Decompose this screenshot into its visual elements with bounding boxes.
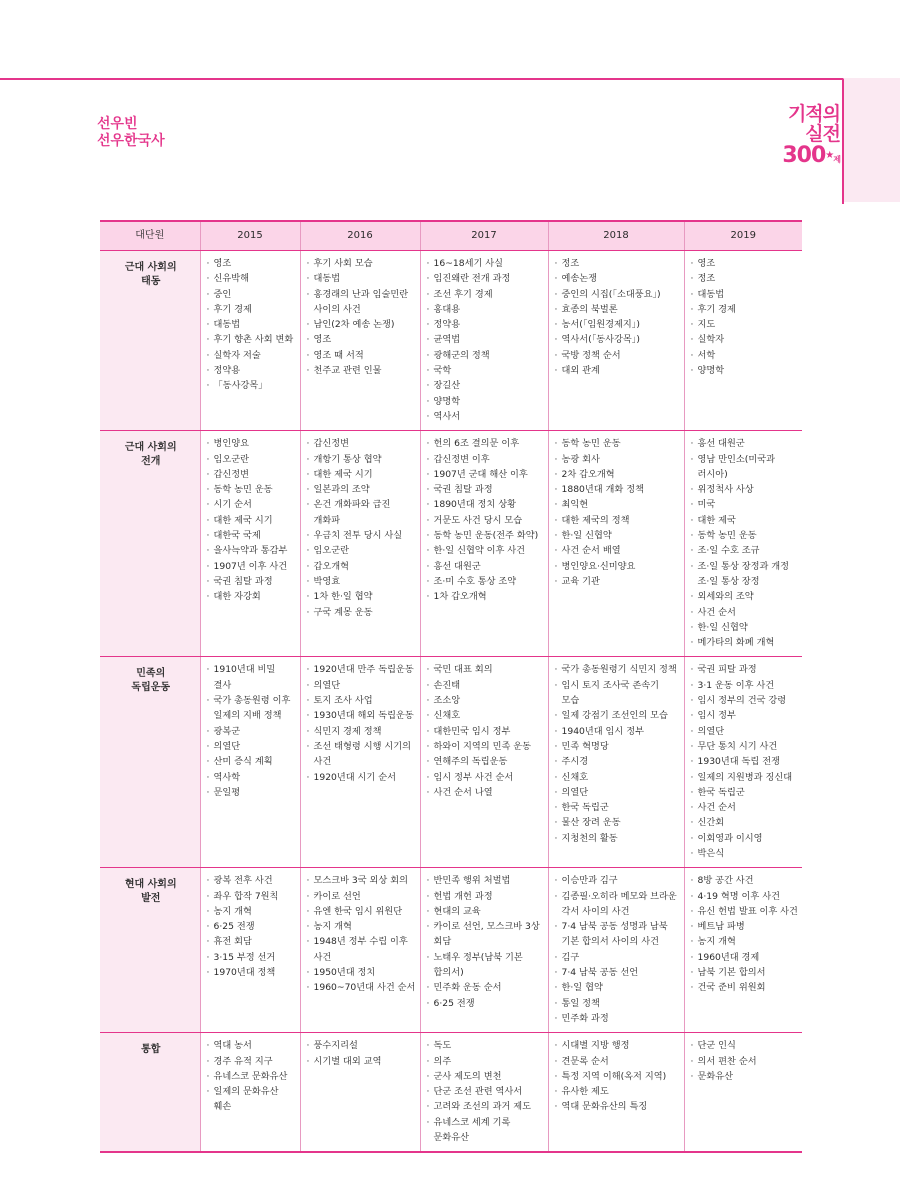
topic-item: · 조·미 수호 통상 조약 (427, 574, 544, 589)
topic-item: · 갑신정변 (207, 467, 296, 482)
topic-item: · 국권 침탈 과정 (427, 482, 544, 497)
topic-item: · 외세와의 조약 (691, 589, 799, 604)
topic-item: · 카이로 선언, 모스크바 3상 회담 (427, 919, 544, 950)
topic-item: · 국방 정책 순서 (555, 348, 680, 363)
topic-item: · 정조 (691, 271, 799, 286)
topic-cell (548, 868, 684, 1033)
topic-item: · 일제의 지원병과 징신대 (691, 770, 799, 785)
logo-line1: 기적의 (787, 103, 840, 125)
topic-item: · 을사늑약과 통감부 (207, 543, 296, 558)
topic-item: · 연해주의 독립운동 (427, 754, 544, 769)
topic-item: · 김구 (555, 950, 680, 965)
topic-cell (300, 868, 420, 1033)
topic-item: · 일제 강점기 조선인의 모습 (555, 708, 680, 723)
topic-item: · 거문도 사건 당시 모습 (427, 513, 544, 528)
category-label: 통합 (141, 1044, 161, 1056)
header-cell: 대단원 (100, 221, 200, 251)
topic-item: · 조선 태형령 시행 시기의 사건 (307, 739, 416, 770)
topic-list (555, 873, 680, 1026)
topic-item: · 휴전 회담 (207, 934, 296, 949)
topic-item: · 온건 개화파와 급진 개화파 (307, 497, 416, 528)
topic-item: · 국권 침탈 과정 (207, 574, 296, 589)
topic-cell (200, 657, 300, 868)
topic-item: · 6·25 전쟁 (427, 996, 544, 1011)
topic-item: · 1차 한·일 협약 (307, 589, 416, 604)
topic-cell (300, 431, 420, 657)
topic-item: · 광복군 (207, 724, 296, 739)
topic-item: · 임시 정부의 건국 강령 (691, 693, 799, 708)
topic-item: · 1960~70년대 사건 순서 (307, 980, 416, 995)
topic-item: · 반민족 행위 처벌법 (427, 873, 544, 888)
topic-item: · 좌우 합작 7원칙 (207, 889, 296, 904)
topic-list (691, 873, 799, 995)
topic-item: · 정약용 (207, 363, 296, 378)
topic-item: · 한·일 신협약 이후 사건 (427, 543, 544, 558)
topic-list (427, 662, 544, 800)
topic-item: · 역대 농서 (207, 1038, 296, 1053)
category-label: 현대 사회의 (124, 879, 177, 891)
topic-item: · 국민 대표 회의 (427, 662, 544, 677)
logo-number: 300 (782, 143, 826, 168)
topic-item: · 견문록 순서 (555, 1054, 680, 1069)
topic-item: · 신간회 (691, 815, 799, 830)
topic-cell (548, 431, 684, 657)
category-cell (100, 657, 200, 868)
topic-item: · 시대별 지방 행정 (555, 1038, 680, 1053)
topic-list (691, 256, 799, 378)
topic-item: · 대한 제국 시기 (307, 467, 416, 482)
topic-list (555, 436, 680, 589)
topic-item: · 일제의 문화유산 훼손 (207, 1084, 296, 1115)
table-header-row (100, 221, 802, 251)
category-cell (100, 431, 200, 657)
topic-cell (420, 251, 548, 431)
topic-item: · 일본과의 조약 (307, 482, 416, 497)
topic-item: · 박영효 (307, 574, 416, 589)
topic-item: · 유사한 제도 (555, 1084, 680, 1099)
topic-item: · 8방 공간 사건 (691, 873, 799, 888)
topic-item: · 대한민국 임시 정부 (427, 724, 544, 739)
topic-item: · 4·19 혁명 이후 사건 (691, 889, 799, 904)
topic-item: · 유엔 한국 임시 위원단 (307, 904, 416, 919)
topic-item: · 농광 회사 (555, 452, 680, 467)
topic-item: · 사건 순서 배열 (555, 543, 680, 558)
topic-list (427, 1038, 544, 1145)
topic-item: · 후기 경제 (207, 302, 296, 317)
topic-item: · 「동사강목」 (207, 378, 296, 393)
category-cell (100, 1033, 200, 1153)
topic-list (555, 662, 680, 846)
topic-item: · 1930년대 해외 독립운동 (307, 708, 416, 723)
topic-item: · 신채호 (555, 770, 680, 785)
topic-item: · 1910년대 비밀 결사 (207, 662, 296, 693)
topic-item: · 건국 준비 위원회 (691, 980, 799, 995)
topic-item: · 유신 헌법 발표 이후 사건 (691, 904, 799, 919)
topic-item: · 예송논쟁 (555, 271, 680, 286)
topic-item: · 조·일 수호 조규 (691, 543, 799, 558)
topic-item: · 3·15 부정 선거 (207, 950, 296, 965)
topic-item: · 이회영과 이시영 (691, 831, 799, 846)
topic-item: · 임시 토지 조사국 존속기 모습 (555, 678, 680, 709)
topic-list (307, 256, 416, 378)
topic-item: · 한국 독립군 (555, 800, 680, 815)
topic-item: · 남인(2차 예송 논쟁) (307, 317, 416, 332)
topic-item: · 대한 제국 (691, 513, 799, 528)
topic-list (207, 256, 296, 394)
topic-item: · 독도 (427, 1038, 544, 1053)
topic-item: · 시기 순서 (207, 497, 296, 512)
topic-item: · 대한 자강회 (207, 589, 296, 604)
topic-item: · 균역법 (427, 332, 544, 347)
topic-list (307, 436, 416, 620)
topic-item: · 박은식 (691, 846, 799, 861)
topic-item: · 흥선 대원군 (427, 559, 544, 574)
topic-cell (200, 251, 300, 431)
topic-item: · 의서 편찬 순서 (691, 1054, 799, 1069)
topic-item: · 통일 정책 (555, 996, 680, 1011)
topic-list (427, 873, 544, 1011)
topic-item: · 갑오개혁 (307, 559, 416, 574)
topic-item: · 유네스코 세계 기록 문화유산 (427, 1115, 544, 1146)
topic-item: · 임오군란 (207, 452, 296, 467)
topic-item: · 산미 증식 계획 (207, 754, 296, 769)
topic-item: · 대한 제국의 정책 (555, 513, 680, 528)
topic-item: · 1907년 군대 해산 이후 (427, 467, 544, 482)
topic-item: · 임시 정부 (691, 708, 799, 723)
topic-item: · 1920년대 시기 순서 (307, 770, 416, 785)
topic-item: · 영조 (691, 256, 799, 271)
topic-item: · 구국 계몽 운동 (307, 605, 416, 620)
topic-item: · 단군 인식 (691, 1038, 799, 1053)
header-cell: 2018 (548, 221, 684, 251)
topic-item: · 장길산 (427, 378, 544, 393)
topic-item: · 7·4 남북 공동 선언 (555, 965, 680, 980)
topic-item: · 홍경래의 난과 임술민란 사이의 사건 (307, 287, 416, 318)
topic-item: · 정약용 (427, 317, 544, 332)
topic-item: · 대동법 (307, 271, 416, 286)
topic-cell (684, 657, 802, 868)
topic-list (307, 1038, 416, 1069)
topic-item: · 문일평 (207, 785, 296, 800)
topic-item: · 시기별 대외 교역 (307, 1054, 416, 1069)
topic-item: · 1890년대 정치 상황 (427, 497, 544, 512)
topic-item: · 광해군의 정책 (427, 348, 544, 363)
topic-item: · 교육 기관 (555, 574, 680, 589)
topic-list (207, 873, 296, 980)
topic-item: · 개항기 통상 협약 (307, 452, 416, 467)
topic-item: · 지청천의 활동 (555, 831, 680, 846)
topic-item: · 조·일 통상 장정과 개정 조·일 통상 장정 (691, 559, 799, 590)
topic-item: · 현대의 교육 (427, 904, 544, 919)
topic-item: · 홍대용 (427, 302, 544, 317)
topic-list (207, 1038, 296, 1114)
topic-list (555, 256, 680, 378)
topic-cell (420, 657, 548, 868)
topic-item: · 역사서 (427, 409, 544, 424)
topic-item: · 후기 향촌 사회 변화 (207, 332, 296, 347)
topic-item: · 천주교 관련 인물 (307, 363, 416, 378)
topic-item: · 사건 순서 나열 (427, 785, 544, 800)
category-label: 발전 (141, 893, 161, 905)
topic-item: · 1880년대 개화 정책 (555, 482, 680, 497)
category-label: 전개 (141, 456, 161, 468)
topic-item: · 무단 통치 시기 사건 (691, 739, 799, 754)
topic-item: · 농지 개혁 (207, 904, 296, 919)
topic-item: · 국학 (427, 363, 544, 378)
topic-item: · 의주 (427, 1054, 544, 1069)
topic-item: · 신채호 (427, 708, 544, 723)
topic-item: · 후기 경제 (691, 302, 799, 317)
topic-item: · 영조 (207, 256, 296, 271)
topic-item: · 갑신정변 (307, 436, 416, 451)
topic-list (427, 256, 544, 424)
topic-list (207, 662, 296, 800)
topic-cell (420, 868, 548, 1033)
logo-line3 (768, 144, 840, 172)
topic-item: · 양명학 (427, 394, 544, 409)
topic-item: · 메가타의 화폐 개혁 (691, 635, 799, 650)
topic-item: · 민족 혁명당 (555, 739, 680, 754)
header-cell: 2015 (200, 221, 300, 251)
category-label: 독립운동 (131, 682, 171, 694)
table-row (100, 657, 802, 868)
topic-item: · 1940년대 임시 정부 (555, 724, 680, 739)
topic-item: · 병인양요 (207, 436, 296, 451)
topic-item: · 1907년 이후 사건 (207, 559, 296, 574)
topic-item: · 갑신정변 이후 (427, 452, 544, 467)
topic-item: · 7·4 남북 공동 성명과 남북 기본 합의서 사이의 사건 (555, 919, 680, 950)
category-cell (100, 251, 200, 431)
topic-item: · 16~18세기 사실 (427, 256, 544, 271)
table-row (100, 1033, 802, 1153)
topic-item: · 흥선 대원군 (691, 436, 799, 451)
topic-item: · 역사서(「동사강목」) (555, 332, 680, 347)
topic-item: · 실학자 저술 (207, 348, 296, 363)
category-label: 근대 사회의 (124, 442, 177, 454)
topic-list (555, 1038, 680, 1114)
topic-item: · 민주화 과정 (555, 1011, 680, 1026)
topic-item: · 1960년대 경제 (691, 950, 799, 965)
topic-item: · 조선 후기 경제 (427, 287, 544, 302)
topic-item: · 토지 조사 사업 (307, 693, 416, 708)
topic-item: · 6·25 전쟁 (207, 919, 296, 934)
author-name: 선우빈 (97, 116, 138, 132)
topic-item: · 2차 갑오개혁 (555, 467, 680, 482)
topic-item: · 양명학 (691, 363, 799, 378)
topic-cell (300, 251, 420, 431)
topic-item: · 의열단 (555, 785, 680, 800)
topic-item: · 대동법 (207, 317, 296, 332)
topic-cell (200, 1033, 300, 1153)
topic-item: · 유네스코 문화유산 (207, 1069, 296, 1084)
topic-item: · 조소앙 (427, 693, 544, 708)
topic-cell (684, 1033, 802, 1153)
topic-item: · 헌의 6조 결의문 이후 (427, 436, 544, 451)
right-edge-stripe (844, 78, 900, 202)
topic-item: · 경주 유적 지구 (207, 1054, 296, 1069)
topic-item: · 식민지 경제 정책 (307, 724, 416, 739)
topic-item: · 최익현 (555, 497, 680, 512)
topic-item: · 1930년대 독립 전쟁 (691, 754, 799, 769)
topic-item: · 고려와 조선의 과거 제도 (427, 1099, 544, 1114)
table-row (100, 868, 802, 1033)
topic-item: · 3·1 운동 이후 사건 (691, 678, 799, 693)
topic-item: · 하와이 지역의 민족 운동 (427, 739, 544, 754)
logo-line2: 실전 (805, 123, 840, 145)
topic-item: · 특정 지역 이해(옥저 지역) (555, 1069, 680, 1084)
topic-item: · 동학 농민 운동 (555, 436, 680, 451)
category-label: 민족의 (136, 668, 166, 680)
topic-item: · 미국 (691, 497, 799, 512)
topic-item: · 군사 제도의 변천 (427, 1069, 544, 1084)
topic-item: · 농지 개혁 (307, 919, 416, 934)
topic-item: · 대한국 국제 (207, 528, 296, 543)
topic-item: · 의열단 (207, 739, 296, 754)
topic-item: · 정조 (555, 256, 680, 271)
table-body (100, 251, 802, 1153)
topic-item: · 실학자 (691, 332, 799, 347)
book-title: 선우한국사 (97, 133, 165, 149)
topic-item: · 효종의 북벌론 (555, 302, 680, 317)
topic-item: · 단군 조선 관련 역사서 (427, 1084, 544, 1099)
series-logo (768, 104, 840, 176)
topic-item: · 1948년 정부 수립 이후 사건 (307, 934, 416, 965)
topic-item: · 서학 (691, 348, 799, 363)
topic-item: · 국가 총동원령기 식민지 정책 (555, 662, 680, 677)
topic-item: · 풍수지리설 (307, 1038, 416, 1053)
topic-cell (300, 1033, 420, 1153)
topic-item: · 남북 기본 합의서 (691, 965, 799, 980)
topic-list (691, 662, 799, 861)
header-cell: 2019 (684, 221, 802, 251)
topic-list (691, 1038, 799, 1084)
topic-item: · 국가 총동원령 이후 일제의 지배 정책 (207, 693, 296, 724)
category-label: 근대 사회의 (124, 262, 177, 273)
topic-cell (548, 251, 684, 431)
topic-list (691, 436, 799, 650)
topic-item: · 1970년대 정책 (207, 965, 296, 980)
topic-list (307, 873, 416, 995)
table-row (100, 251, 802, 431)
topic-item: · 주시경 (555, 754, 680, 769)
topic-item: · 중인 (207, 287, 296, 302)
topic-cell (200, 868, 300, 1033)
topic-item: · 카이로 선언 (307, 889, 416, 904)
topic-item: · 동학 농민 운동 (691, 528, 799, 543)
topic-item: · 지도 (691, 317, 799, 332)
topic-item: · 김종필·오히라 메모와 브라운 각서 사이의 사건 (555, 889, 680, 920)
topic-item: · 한·일 신협약 (691, 620, 799, 635)
topic-item: · 1차 갑오개혁 (427, 589, 544, 604)
topic-item: · 국권 피탈 과정 (691, 662, 799, 677)
topic-item: · 한국 독립군 (691, 785, 799, 800)
topic-item: · 영남 만인소(미국과 러시아) (691, 452, 799, 483)
topic-cell (548, 657, 684, 868)
star-icon: ★ (825, 150, 834, 161)
topic-list (427, 436, 544, 604)
topic-item: · 역사학 (207, 770, 296, 785)
topic-item: · 사건 순서 (691, 605, 799, 620)
table-row (100, 431, 802, 657)
header-cell: 2016 (300, 221, 420, 251)
topic-item: · 모스크바 3국 외상 회의 (307, 873, 416, 888)
topic-item: · 민주화 운동 순서 (427, 980, 544, 995)
topic-item: · 한·일 협약 (555, 980, 680, 995)
topic-item: · 헌법 개헌 과정 (427, 889, 544, 904)
topic-item: · 농서(「임원경제지」) (555, 317, 680, 332)
topic-item: · 후기 사회 모습 (307, 256, 416, 271)
topic-cell (684, 431, 802, 657)
topic-item: · 대외 관계 (555, 363, 680, 378)
topic-cell (684, 251, 802, 431)
topic-item: · 물산 장려 운동 (555, 815, 680, 830)
topic-item: · 의열단 (691, 724, 799, 739)
topic-item: · 임오군란 (307, 543, 416, 558)
topic-item: · 신유박해 (207, 271, 296, 286)
topic-item: · 한·일 신협약 (555, 528, 680, 543)
topic-item: · 병인양요·신미양요 (555, 559, 680, 574)
topic-item: · 영조 때 서적 (307, 348, 416, 363)
topic-item: · 의열단 (307, 678, 416, 693)
logo-suffix: 제 (833, 155, 840, 164)
exam-topics-table (100, 220, 802, 1153)
topic-cell (684, 868, 802, 1033)
topic-item: · 동학 농민 운동(전주 화약) (427, 528, 544, 543)
topic-item: · 농지 개혁 (691, 934, 799, 949)
topic-item: · 1920년대 만주 독립운동 (307, 662, 416, 677)
topic-item: · 이승만과 김구 (555, 873, 680, 888)
topic-item: · 대한 제국 시기 (207, 513, 296, 528)
topic-item: · 영조 (307, 332, 416, 347)
topic-cell (420, 1033, 548, 1153)
topic-item: · 사건 순서 (691, 800, 799, 815)
topic-list (307, 662, 416, 784)
topic-item: · 역대 문화유산의 특징 (555, 1099, 680, 1114)
topic-cell (420, 431, 548, 657)
topic-item: · 노태우 정부(남북 기본 합의서) (427, 950, 544, 981)
topic-list (207, 436, 296, 604)
topic-cell (548, 1033, 684, 1153)
topic-item: · 위정척사 사상 (691, 482, 799, 497)
topic-item: · 대동법 (691, 287, 799, 302)
topic-item: · 1950년대 정치 (307, 965, 416, 980)
category-label: 태동 (141, 276, 161, 287)
topic-item: · 베트남 파병 (691, 919, 799, 934)
topic-item: · 손진태 (427, 678, 544, 693)
topic-cell (200, 431, 300, 657)
author-label (97, 116, 165, 150)
topic-item: · 동학 농민 운동 (207, 482, 296, 497)
topic-item: · 중인의 시집(「소대풍요」) (555, 287, 680, 302)
header-cell: 2017 (420, 221, 548, 251)
topic-item: · 임진왜란 전개 과정 (427, 271, 544, 286)
topic-item: · 광복 전후 사건 (207, 873, 296, 888)
topic-item: · 우금치 전투 당시 사실 (307, 528, 416, 543)
topic-item: · 문화유산 (691, 1069, 799, 1084)
topic-cell (300, 657, 420, 868)
topic-item: · 임시 정부 사건 순서 (427, 770, 544, 785)
category-cell (100, 868, 200, 1033)
